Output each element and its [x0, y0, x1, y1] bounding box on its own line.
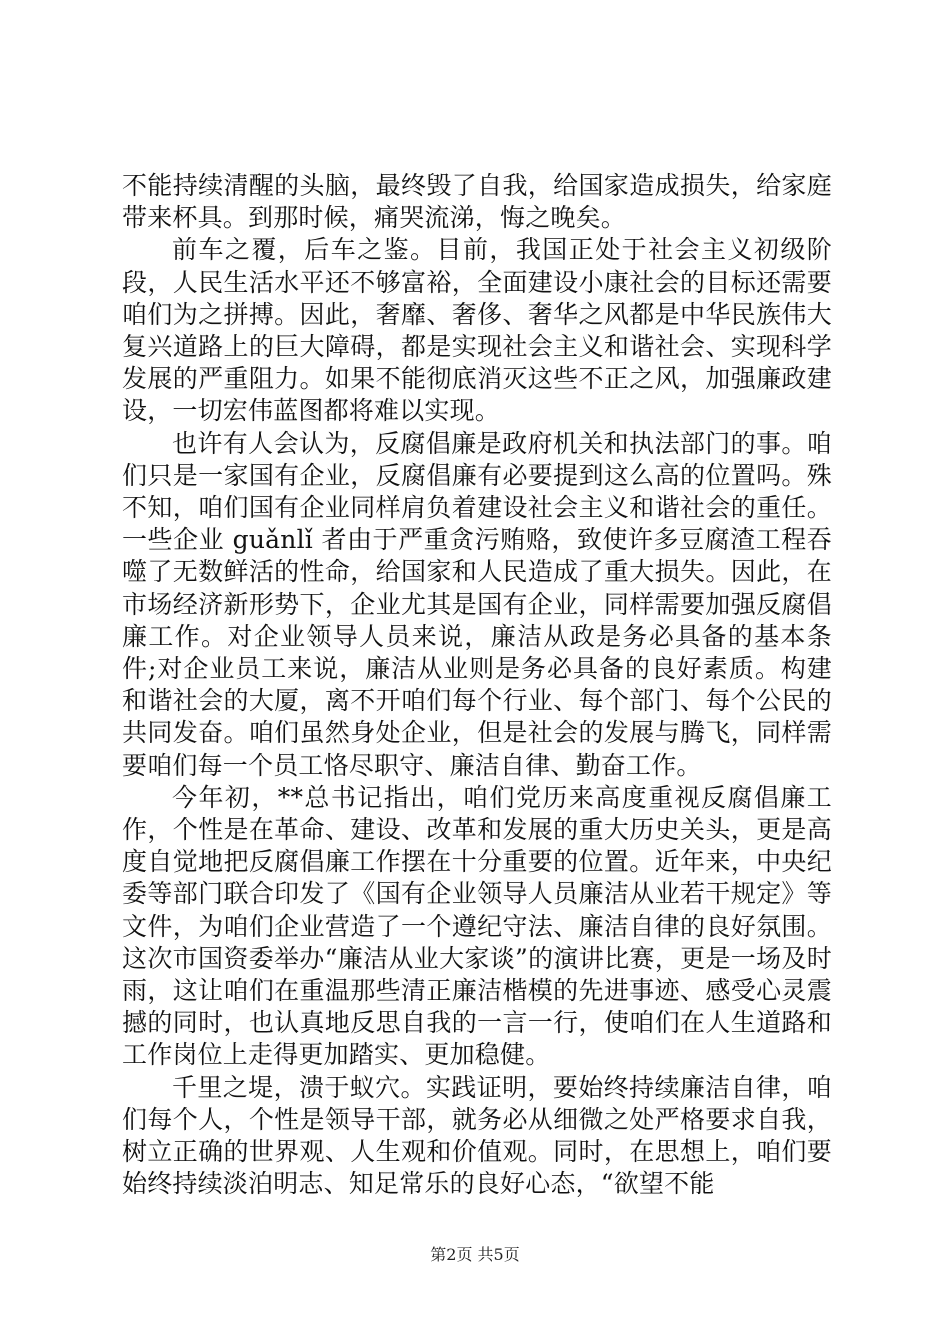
paragraph: 前车之覆，后车之鉴。目前，我国正处于社会主义初级阶段，人民生活水平还不够富裕，全面建设小康社会的目标还需要咱们为之拼搏。因此，奢靡、奢侈、奢华之风都是中华民族伟大复兴道路上的巨大障碍，都是实现社会主义和谐社会、实现科学发展的严重阻力。如果不能彻底消灭这些不正之风，加强廉政建设，一切宏伟蓝图都将难以实现。 — [122, 235, 832, 426]
paragraph: 千里之堤，溃于蚁穴。实践证明，要始终持续廉洁自律，咱们每个人，个性是领导干部，就务必从细微之处严格要求自我，树立正确的世界观、人生观和价值观。同时，在思想上，咱们要始终持续淡泊明志、知足常乐的良好心态，“欲望不能 — [122, 1072, 832, 1199]
paragraph-continuation: 不能持续清醒的头脑，最终毁了自我，给国家造成损失，给家庭带来杯具。到那时候，痛哭流涕，悔之晚矣。 — [122, 171, 832, 233]
paragraph: 也许有人会认为，反腐倡廉是政府机关和执法部门的事。咱们只是一家国有企业，反腐倡廉有必要提到这么高的位置吗。殊不知，咱们国有企业同样肩负着建设社会主义和谐社会的重任。一些企业 guǎnlǐ 者由于严重贪污贿赂，致使许多豆腐渣工程吞噬了无数鲜活的性命，给国家和人民造成了重大损失。因此，在市场经济新形势下，企业尤其是国有企业，同样需要加强反腐倡廉工作。对企业领导人员来说，廉洁从政是务必具备的基本条件;对企业员工来说，廉洁从业则是务必具备的良好素质。构建和谐社会的大厦，离不开咱们每个行业、每个部门、每个公民的共同发奋。咱们虽然身处企业，但是社会的发展与腾飞，同样需要咱们每一个员工恪尽职守、廉洁自律、勤奋工作。 — [122, 428, 832, 780]
paragraph: 今年初，**总书记指出，咱们党历来高度重视反腐倡廉工作，个性是在革命、建设、改革和发展的重大历史关头，更是高度自觉地把反腐倡廉工作摆在十分重要的位置。近年来，中央纪委等部门联合印发了《国有企业领导人员廉洁从业若干规定》等文件，为咱们企业营造了一个遵纪守法、廉洁自律的良好氛围。这次市国资委举办“廉洁从业大家谈”的演讲比赛，更是一场及时雨，这让咱们在重温那些清正廉洁楷模的先进事迹、感受心灵震撼的同时，也认真地反思自我的一言一行，使咱们在人生道路和工作岗位上走得更加踏实、更加稳健。 — [122, 782, 832, 1070]
page-number-footer: 第2页 共5页 — [430, 1245, 520, 1264]
document-body — [122, 170, 832, 1201]
